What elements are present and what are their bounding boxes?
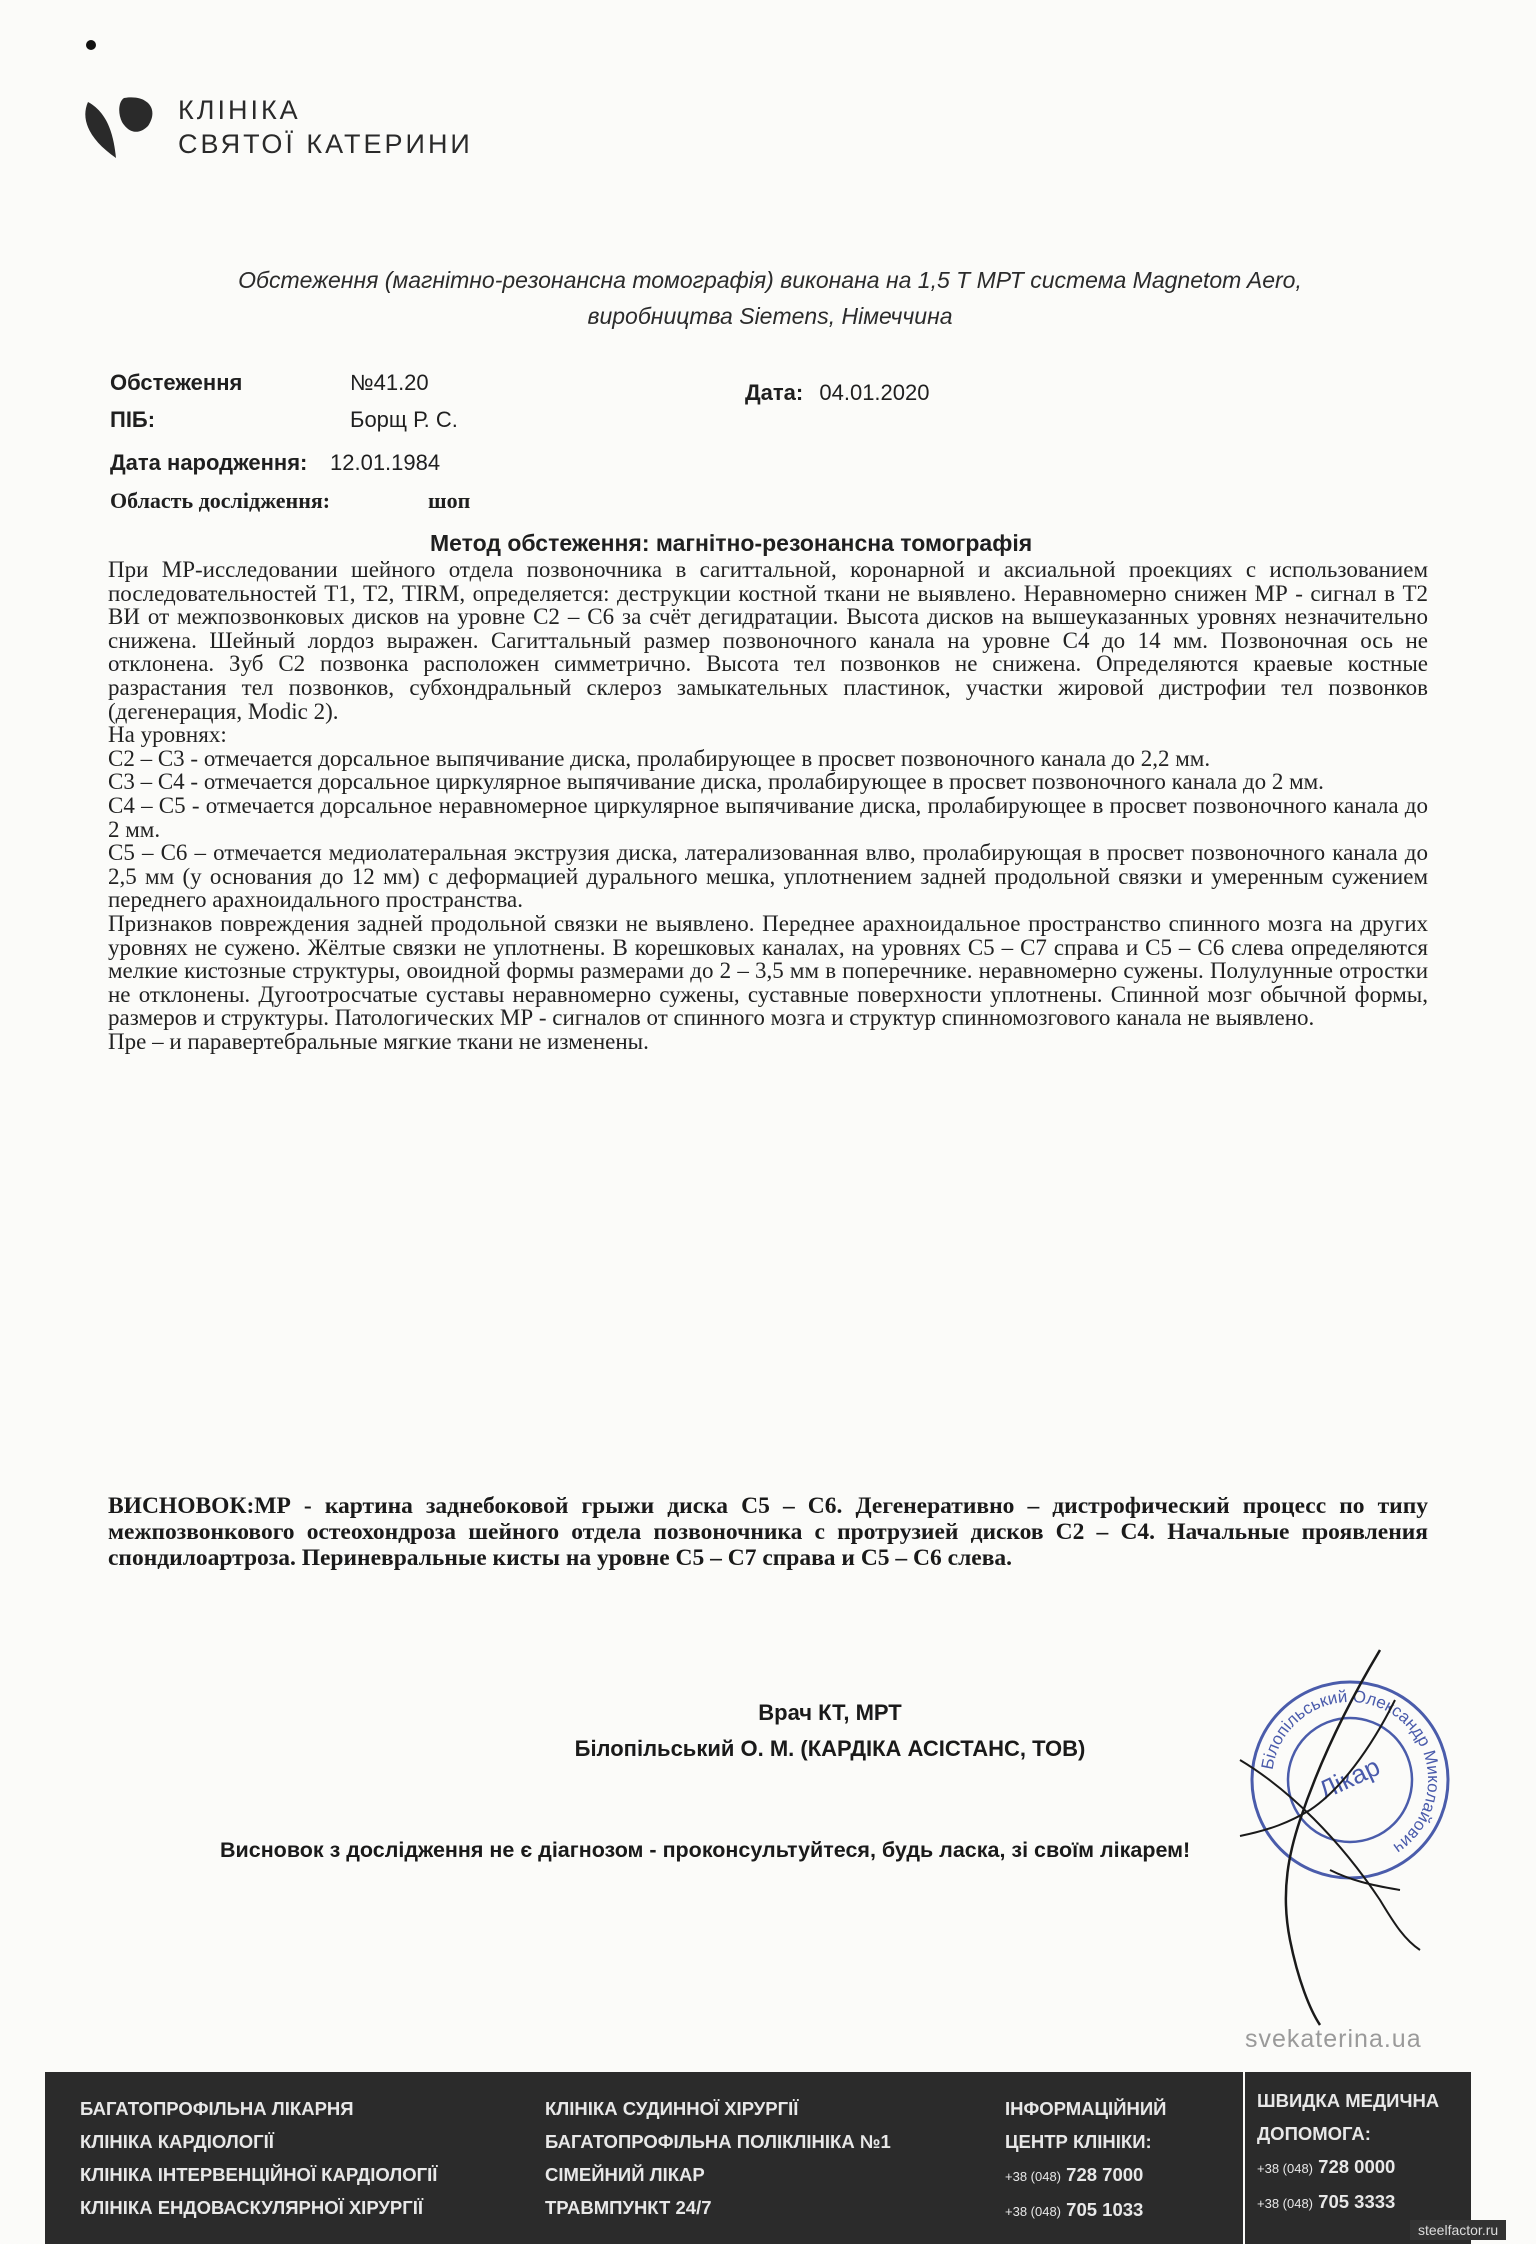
footer-col-info-center bbox=[1005, 2092, 1166, 2228]
doctor-title: Врач КТ, МРТ bbox=[758, 1700, 902, 1725]
report-paragraph: Признаков повреждения задней продольной связки не выявлено. Переднее арахноидальное пространство спинного мозга на других уровнях не сужено. Жёлтые связки не уплотнены. В корешковых каналах, на уровнях С5 – С7 справа и С5 – С6 слева определяются мелкие кистозные структуры, овоидной формы размерами до 2 – 3,5 мм в поперечнике. неравномерно сужены. Полулунные отростки не отклонены. Дугоотросчатые суставы неравномерно сужены, суставные поверхности уплотнены. Спинной мозг обычной формы, размеров и структуры. Патологических МР - сигналов от спинного мозга и структур спинномозгового канала не выявлено. bbox=[108, 910, 1428, 1031]
phone-code: +38 (048) bbox=[1257, 2196, 1314, 2211]
report-paragraph: Пре – и паравертебральные мягкие ткани не изменены. bbox=[108, 1028, 649, 1054]
doctor-name: Білопільський О. М. (КАРДІКА АСІСТАНС, ТОВ) bbox=[574, 1736, 1086, 1761]
footer-item: КЛІНІКА ЕНДОВАСКУЛЯРНОЇ ХІРУРГІЇ bbox=[80, 2197, 423, 2218]
dob-value: 12.01.1984 bbox=[330, 450, 441, 475]
clinic-logo bbox=[80, 92, 473, 162]
footer-col-services bbox=[545, 2092, 891, 2224]
emergency-title: ШВИДКА МЕДИЧНА bbox=[1257, 2090, 1440, 2111]
info-center-phone1 bbox=[1005, 2158, 1166, 2193]
footer-col-departments bbox=[80, 2092, 437, 2224]
report-paragraph: С2 – С3 - отмечается дорсальное выпячивание диска, пролабирующее в просвет позвоночного канала до 2,2 мм. bbox=[108, 745, 1211, 771]
exam-label: Обстеження bbox=[110, 370, 243, 395]
emergency-title: ДОПОМОГА: bbox=[1257, 2123, 1371, 2144]
intro-line1: Обстеження (магнітно-резонансна томографія) виконана на 1,5 Т МРТ система Magnetom Aero, bbox=[238, 267, 1302, 293]
phone-code: +38 (048) bbox=[1005, 2204, 1062, 2219]
dob-row bbox=[110, 450, 441, 476]
footer-emergency-box bbox=[1245, 2072, 1471, 2244]
dob-label: Дата народження: bbox=[110, 450, 308, 475]
area-value: шоп bbox=[428, 488, 471, 513]
printer-dot bbox=[86, 40, 96, 50]
exam-intro bbox=[150, 262, 1390, 334]
name-value: Борщ Р. С. bbox=[350, 407, 458, 432]
stamp-outer-text: Білопільський Олександр Миколайович bbox=[1257, 1686, 1444, 1858]
area-row bbox=[110, 488, 471, 514]
intro-line2: виробництва Siemens, Німеччина bbox=[587, 303, 953, 329]
disclaimer: Висновок з дослідження не є діагнозом - проконсультуйтеся, будь ласка, зі своїм лікарем! bbox=[220, 1838, 1191, 1862]
footer-item: СІМЕЙНИЙ ЛІКАР bbox=[545, 2164, 705, 2185]
exam-number-row bbox=[110, 370, 429, 396]
report-paragraph: На уровнях: bbox=[108, 722, 227, 748]
phone-number: 705 1033 bbox=[1066, 2199, 1144, 2220]
footer-col-emergency bbox=[1257, 2084, 1439, 2220]
info-center-title: ЦЕНТР КЛІНІКИ: bbox=[1005, 2131, 1152, 2152]
phone-number: 705 3333 bbox=[1318, 2191, 1396, 2212]
emergency-phone1 bbox=[1257, 2150, 1439, 2185]
handwritten-signature bbox=[1180, 1640, 1440, 2030]
date-value: 04.01.2020 bbox=[819, 380, 930, 405]
conclusion: ВИСНОВОК:МР - картина заднебоковой грыжи диска С5 – С6. Дегенеративно – дистрофический процесс по типу межпозвонкового остеохондроза шейного отдела позвоночника с протрузией дисков С2 – С4. Начальные проявления спондилоартроза. Периневральные кисты на уровне С5 – С7 справа и С5 – С6 слева. bbox=[108, 1493, 1428, 1571]
footer-item: ТРАВМПУНКТ 24/7 bbox=[545, 2197, 712, 2218]
report-body bbox=[108, 558, 1428, 1053]
footer-item: КЛІНІКА ІНТЕРВЕНЦІЙНОЇ КАРДІОЛОГІЇ bbox=[80, 2164, 438, 2185]
clinic-name-line1: КЛІНІКА bbox=[178, 95, 301, 125]
patient-name-row bbox=[110, 407, 458, 433]
footer-item: БАГАТОПРОФІЛЬНА ПОЛІКЛІНІКА №1 bbox=[545, 2131, 891, 2152]
phone-number: 728 7000 bbox=[1066, 2164, 1144, 2185]
info-center-phone2 bbox=[1005, 2193, 1166, 2228]
name-label: ПІБ: bbox=[110, 407, 156, 432]
heart-leaf-icon bbox=[80, 92, 162, 162]
report-paragraph: С5 – С6 – отмечается медиолатеральная экструзия диска, латерализованная влво, пролабирующая в просвет позвоночного канала до 2,5 мм (у основания до 12 мм) с деформацией дурального мешка, уплотнением задней продольной связки и умеренным сужением переднего арахноидального пространства. bbox=[108, 840, 1428, 913]
footer-bar bbox=[45, 2072, 1243, 2244]
watermark-label: steelfactor.ru bbox=[1410, 2220, 1506, 2240]
phone-number: 728 0000 bbox=[1318, 2156, 1396, 2177]
info-center-title: ІНФОРМАЦІЙНИЙ bbox=[1005, 2098, 1167, 2119]
report-paragraph: При МР-исследовании шейного отдела позвоночника в сагиттальной, коронарной и аксиальной проекциях с использованием последовательностей Т1, Т2, TIRM, определяется: деструкции костной ткани не выявлено. Неравномерно снижен МР - сигнал в Т2 ВИ от межпозвонковых дисков на уровне С2 – С6 за счёт дегидратации. Высота дисков на вышеуказанных уровнях незначительно снижена. Шейный лордоз выражен. Сагиттальный размер позвоночного канала на уровне С4 до 14 мм. Позвоночная ось не отклонена. Зуб С2 позвонка расположен симметрично. Высота тел позвонков не снижена. Определяются краевые костные разрастания тел позвонков, субхондральный склероз замыкательных пластинок, участки жировой дистрофии тел позвонков (дегенерация, Modic 2). bbox=[108, 557, 1428, 724]
emergency-phone2 bbox=[1257, 2185, 1439, 2220]
area-label: Область дослідження: bbox=[110, 488, 331, 513]
footer-item: КЛІНІКА КАРДІОЛОГІЇ bbox=[80, 2131, 274, 2152]
report-paragraph: С3 – С4 - отмечается дорсальное циркулярное выпячивание диска, пролабирующее в просвет позвоночного канала до 2 мм. bbox=[108, 769, 1324, 795]
stamp-center-text: Лікар bbox=[1313, 1751, 1385, 1806]
method-title: Метод обстеження: магнітно-резонансна томографія bbox=[430, 530, 1033, 556]
footer-item: КЛІНІКА СУДИННОЇ ХІРУРГІЇ bbox=[545, 2098, 799, 2119]
phone-code: +38 (048) bbox=[1005, 2169, 1062, 2184]
exam-date-row bbox=[745, 380, 929, 406]
exam-value: №41.20 bbox=[350, 370, 429, 395]
doctor-signature-block bbox=[380, 1695, 1280, 1767]
clinic-name-line2: СВЯТОЇ КАТЕРИНИ bbox=[178, 129, 473, 159]
report-paragraph: С4 – С5 - отмечается дорсальное неравномерное циркулярное выпячивание диска, пролабирующее в просвет позвоночного канала до 2 мм. bbox=[108, 792, 1428, 842]
website-url: svekaterina.ua bbox=[1245, 2025, 1422, 2053]
phone-code: +38 (048) bbox=[1257, 2161, 1314, 2176]
footer-item: БАГАТОПРОФІЛЬНА ЛІКАРНЯ bbox=[80, 2098, 354, 2119]
date-label: Дата: bbox=[745, 380, 804, 405]
